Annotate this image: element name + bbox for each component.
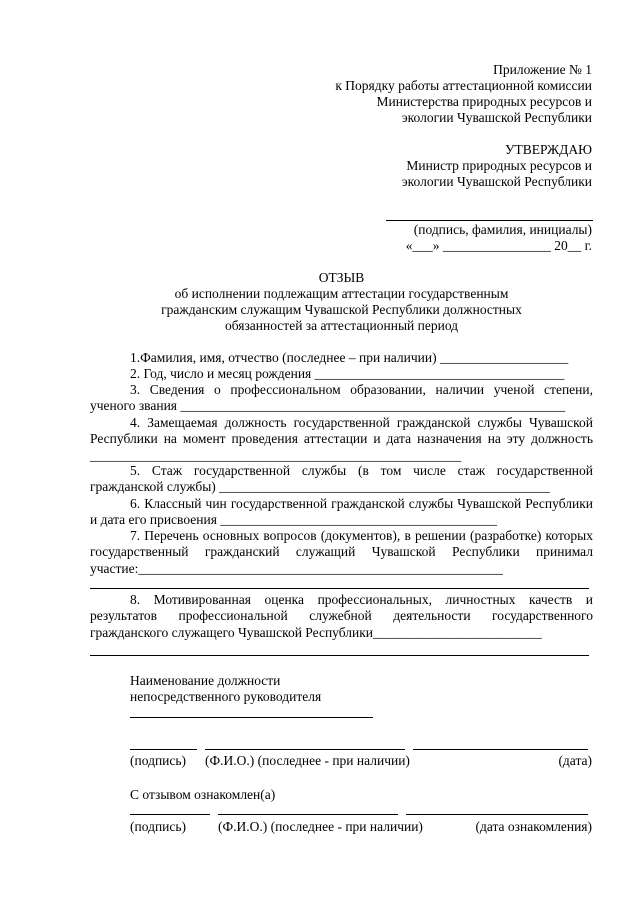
acq-fio-line — [218, 814, 398, 815]
acq-fio-caption: (Ф.И.О.) (последнее - при наличии) — [218, 819, 423, 834]
sign1-date-line — [413, 749, 588, 750]
appendix-ministry-1: Министерства природных ресурсов и — [376, 94, 592, 109]
item-8-evaluation: 8. Мотивированная оценка профессиональных, личностных качеств и результатов профессиональной служебной деятельности государственного гражданского служащего Чувашской Республики_________________________ — [90, 592, 593, 640]
doc-subtitle-2: гражданским служащим Чувашской Республики должностных — [161, 302, 522, 317]
item-5-experience: 5. Стаж государственной службы (в том числе стаж государственной гражданской службы) _________________________________________________ — [90, 463, 593, 495]
appendix-number: Приложение № 1 — [493, 62, 592, 77]
acq-date-caption: (дата ознакомления) — [475, 819, 592, 834]
item-8-blank-line — [90, 655, 589, 656]
approve-position-2: экологии Чувашской Республики — [401, 174, 592, 189]
sign1-date-caption: (дата) — [558, 753, 592, 768]
doc-subtitle-1: об исполнении подлежащим аттестации государственным — [174, 286, 509, 301]
item-7-blank-line — [90, 588, 589, 589]
sign1-fio-caption: (Ф.И.О.) (последнее - при наличии) — [205, 753, 410, 768]
approve-position-1: Министр природных ресурсов и — [406, 158, 592, 173]
approve-date-line: «___» ________________ 20__ г. — [405, 238, 592, 253]
doc-subtitle-3: обязанностей за аттестационный период — [224, 318, 459, 333]
sign1-signature-caption: (подпись) — [130, 753, 187, 768]
doc-title: ОТЗЫВ — [318, 270, 365, 285]
item-7-questions: 7. Перечень основных вопросов (документов), в решении (разработке) которых государственный гражданский служащий Чувашской Республики принимал участие:______________________________________________________ — [90, 528, 593, 576]
appendix-ministry-2: экологии Чувашской Республики — [401, 110, 592, 125]
approve-title: УТВЕРЖДАЮ — [504, 142, 592, 157]
approve-signature-line — [386, 220, 593, 221]
manager-position-2: непосредственного руководителя — [130, 689, 322, 704]
item-4-position: 4. Замещаемая должность государственной гражданской службы Чувашской Республики на момент проведения аттестации и дата назначения на эту должность _______________________________________________________ — [90, 415, 593, 463]
item-6-rank: 6. Классный чин государственной гражданской службы Чувашской Республики и дата его присвоения _________________________________________ — [90, 496, 593, 528]
item-3-education: 3. Сведения о профессиональном образовании, наличии ученой степени, ученого звания _________________________________________________________ — [90, 382, 593, 414]
acq-signature-caption: (подпись) — [130, 819, 187, 834]
manager-position-line — [130, 717, 373, 718]
item-1-name: 1.Фамилия, имя, отчество (последнее – при наличии) ___________________ — [130, 350, 569, 365]
acq-date-line — [406, 814, 588, 815]
sign1-signature-line — [130, 749, 197, 750]
acq-signature-line — [130, 814, 210, 815]
appendix-order: к Порядку работы аттестационной комиссии — [335, 78, 592, 93]
item-2-birth: 2. Год, число и месяц рождения _____________________________________ — [130, 366, 565, 381]
sign1-fio-line — [205, 749, 405, 750]
acquainted-title: С отзывом ознакомлен(а) — [130, 787, 276, 802]
approve-signature-caption: (подпись, фамилия, инициалы) — [413, 222, 592, 237]
manager-position-1: Наименование должности — [130, 673, 281, 688]
